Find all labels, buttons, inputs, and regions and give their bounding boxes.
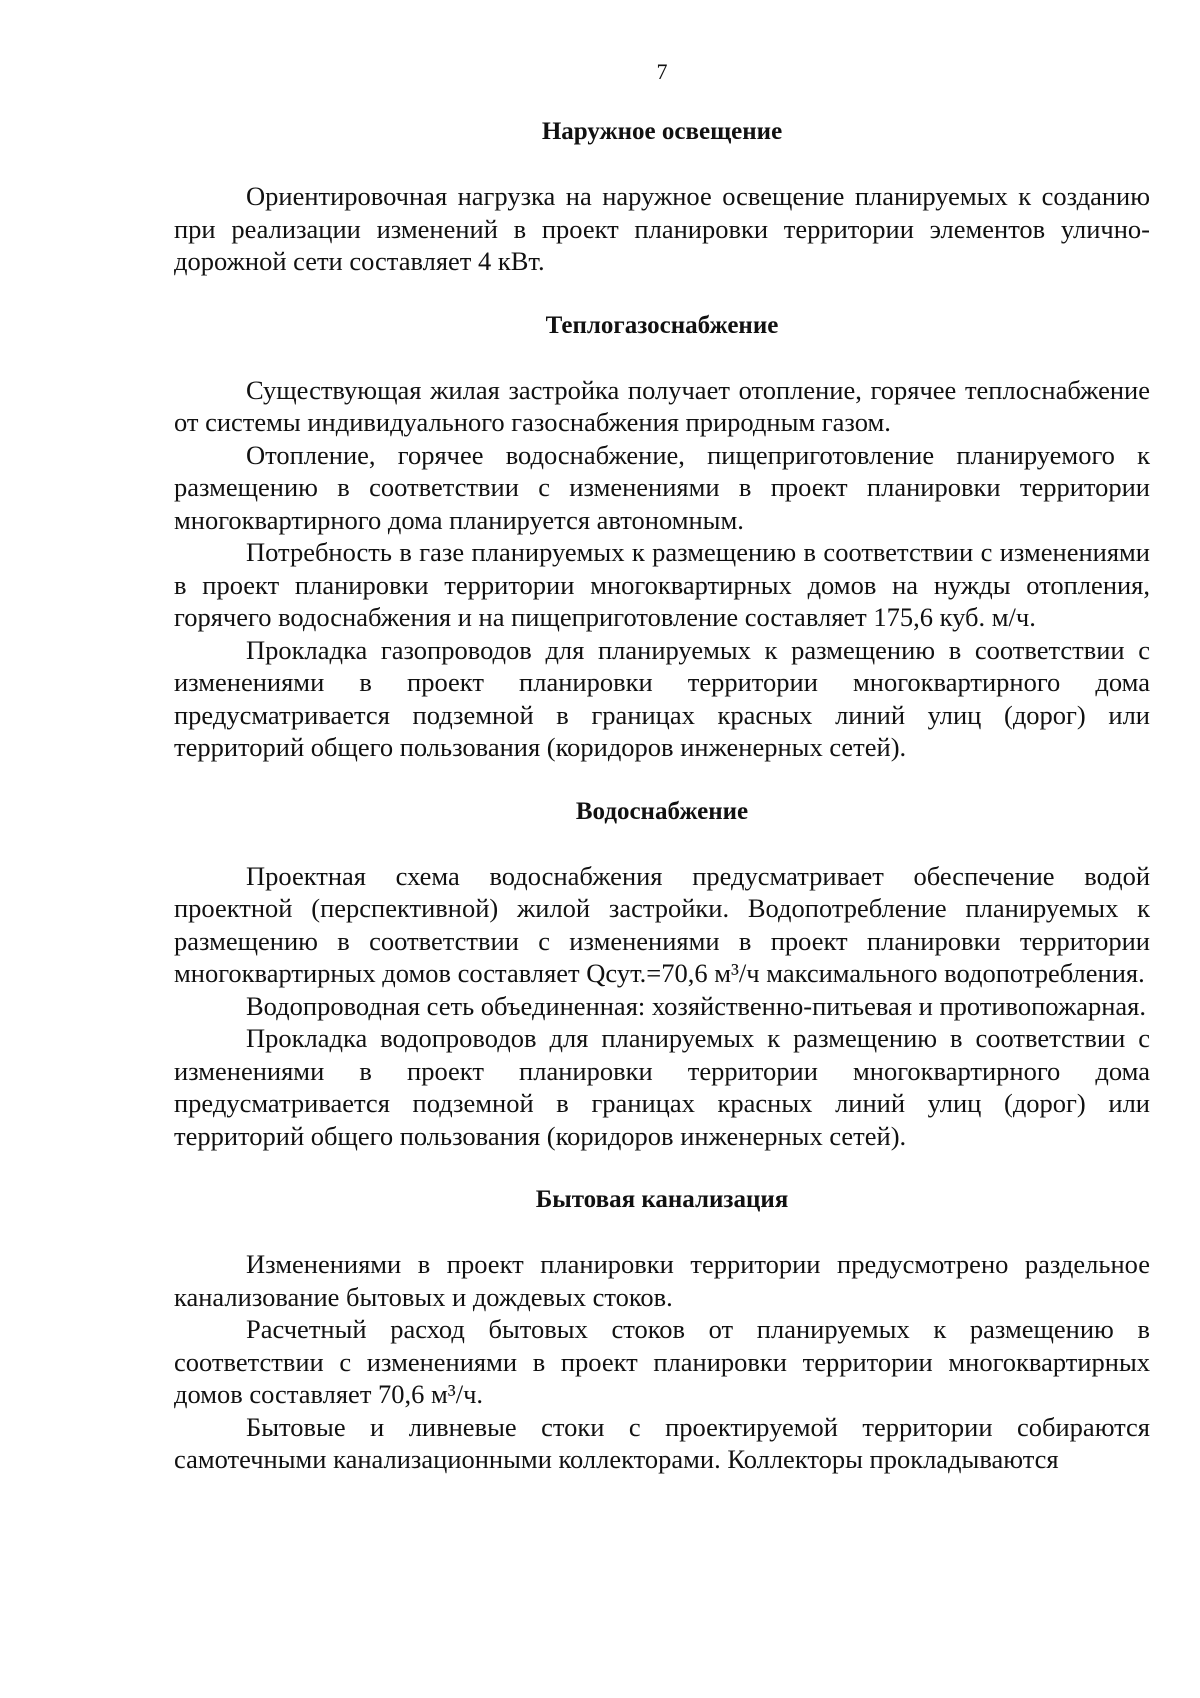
section-water-supply bbox=[174, 796, 1150, 1153]
section-outdoor-lighting bbox=[174, 116, 1150, 278]
section-heading: Бытовая канализация bbox=[535, 1186, 789, 1213]
section-household-sewerage bbox=[174, 1184, 1150, 1476]
paragraph: Бытовые и ливневые стоки с проектируемой территории собираются самотечными канализационными коллекторами. Коллекторы прокладываются bbox=[174, 1411, 1150, 1474]
paragraph: Прокладка газопроводов для планируемых к размещению в соответствии с изменениями в проект планировки территории многоквартирного дома предусматривается подземной в границах красных линий улиц (дорог) или территорий общего пользования (коридоров инженерных сетей). bbox=[174, 634, 1150, 762]
paragraph: Расчетный расход бытовых стоков от планируемых к размещению в соответствии с изменениями в проект планировки территории многоквартирных домов составляет 70,6 м³/ч. bbox=[174, 1314, 1150, 1409]
paragraph: Водопроводная сеть объединенная: хозяйственно-питьевая и противопожарная. bbox=[246, 990, 1146, 1021]
paragraph: Существующая жилая застройка получает отопление, горячее теплоснабжение от системы индивидуального газоснабжения природным газом. bbox=[174, 374, 1150, 437]
section-heading: Теплогазоснабжение bbox=[545, 311, 779, 339]
section-heading: Водоснабжение bbox=[575, 797, 749, 825]
page-number: 7 bbox=[656, 59, 668, 84]
paragraph: Изменениями в проект планировки территории предусмотрено раздельное канализование бытовых и дождевых стоков. bbox=[174, 1249, 1150, 1312]
paragraph: Отопление, горячее водоснабжение, пищеприготовление планируемого к размещению в соответствии с изменениями в проект планировки территории многоквартирного дома планируется автономным. bbox=[174, 439, 1150, 535]
document-body bbox=[174, 116, 1150, 1476]
paragraph: Ориентировочная нагрузка на наружное освещение планируемых к созданию при реализации изменений в проект планировки территории элементов улично-дорожной сети составляет 4 кВт. bbox=[174, 181, 1150, 276]
paragraph: Потребность в газе планируемых к размещению в соответствии с изменениями в проект планировки территории многоквартирных домов на нужды отопления, горячего водоснабжения и на пищеприготовление составляет 175,6 куб. м/ч. bbox=[174, 537, 1150, 632]
section-heading: Наружное освещение bbox=[541, 118, 783, 145]
section-heat-gas-supply bbox=[174, 310, 1150, 764]
paragraph: Прокладка водопроводов для планируемых к размещению в соответствии с изменениями в проект планировки территории многоквартирного дома предусматривается подземной в границах красных линий улиц (дорог) или территорий общего пользования (коридоров инженерных сетей). bbox=[174, 1023, 1150, 1151]
paragraph: Проектная схема водоснабжения предусматривает обеспечение водой проектной (перспективной) жилой застройки. Водопотребление планируемых к размещению в соответствии с изменениями в проект планировки территории многоквартирных домов составляет Qсут.=70,6 м³/ч максимального водопотребления. bbox=[174, 860, 1150, 988]
